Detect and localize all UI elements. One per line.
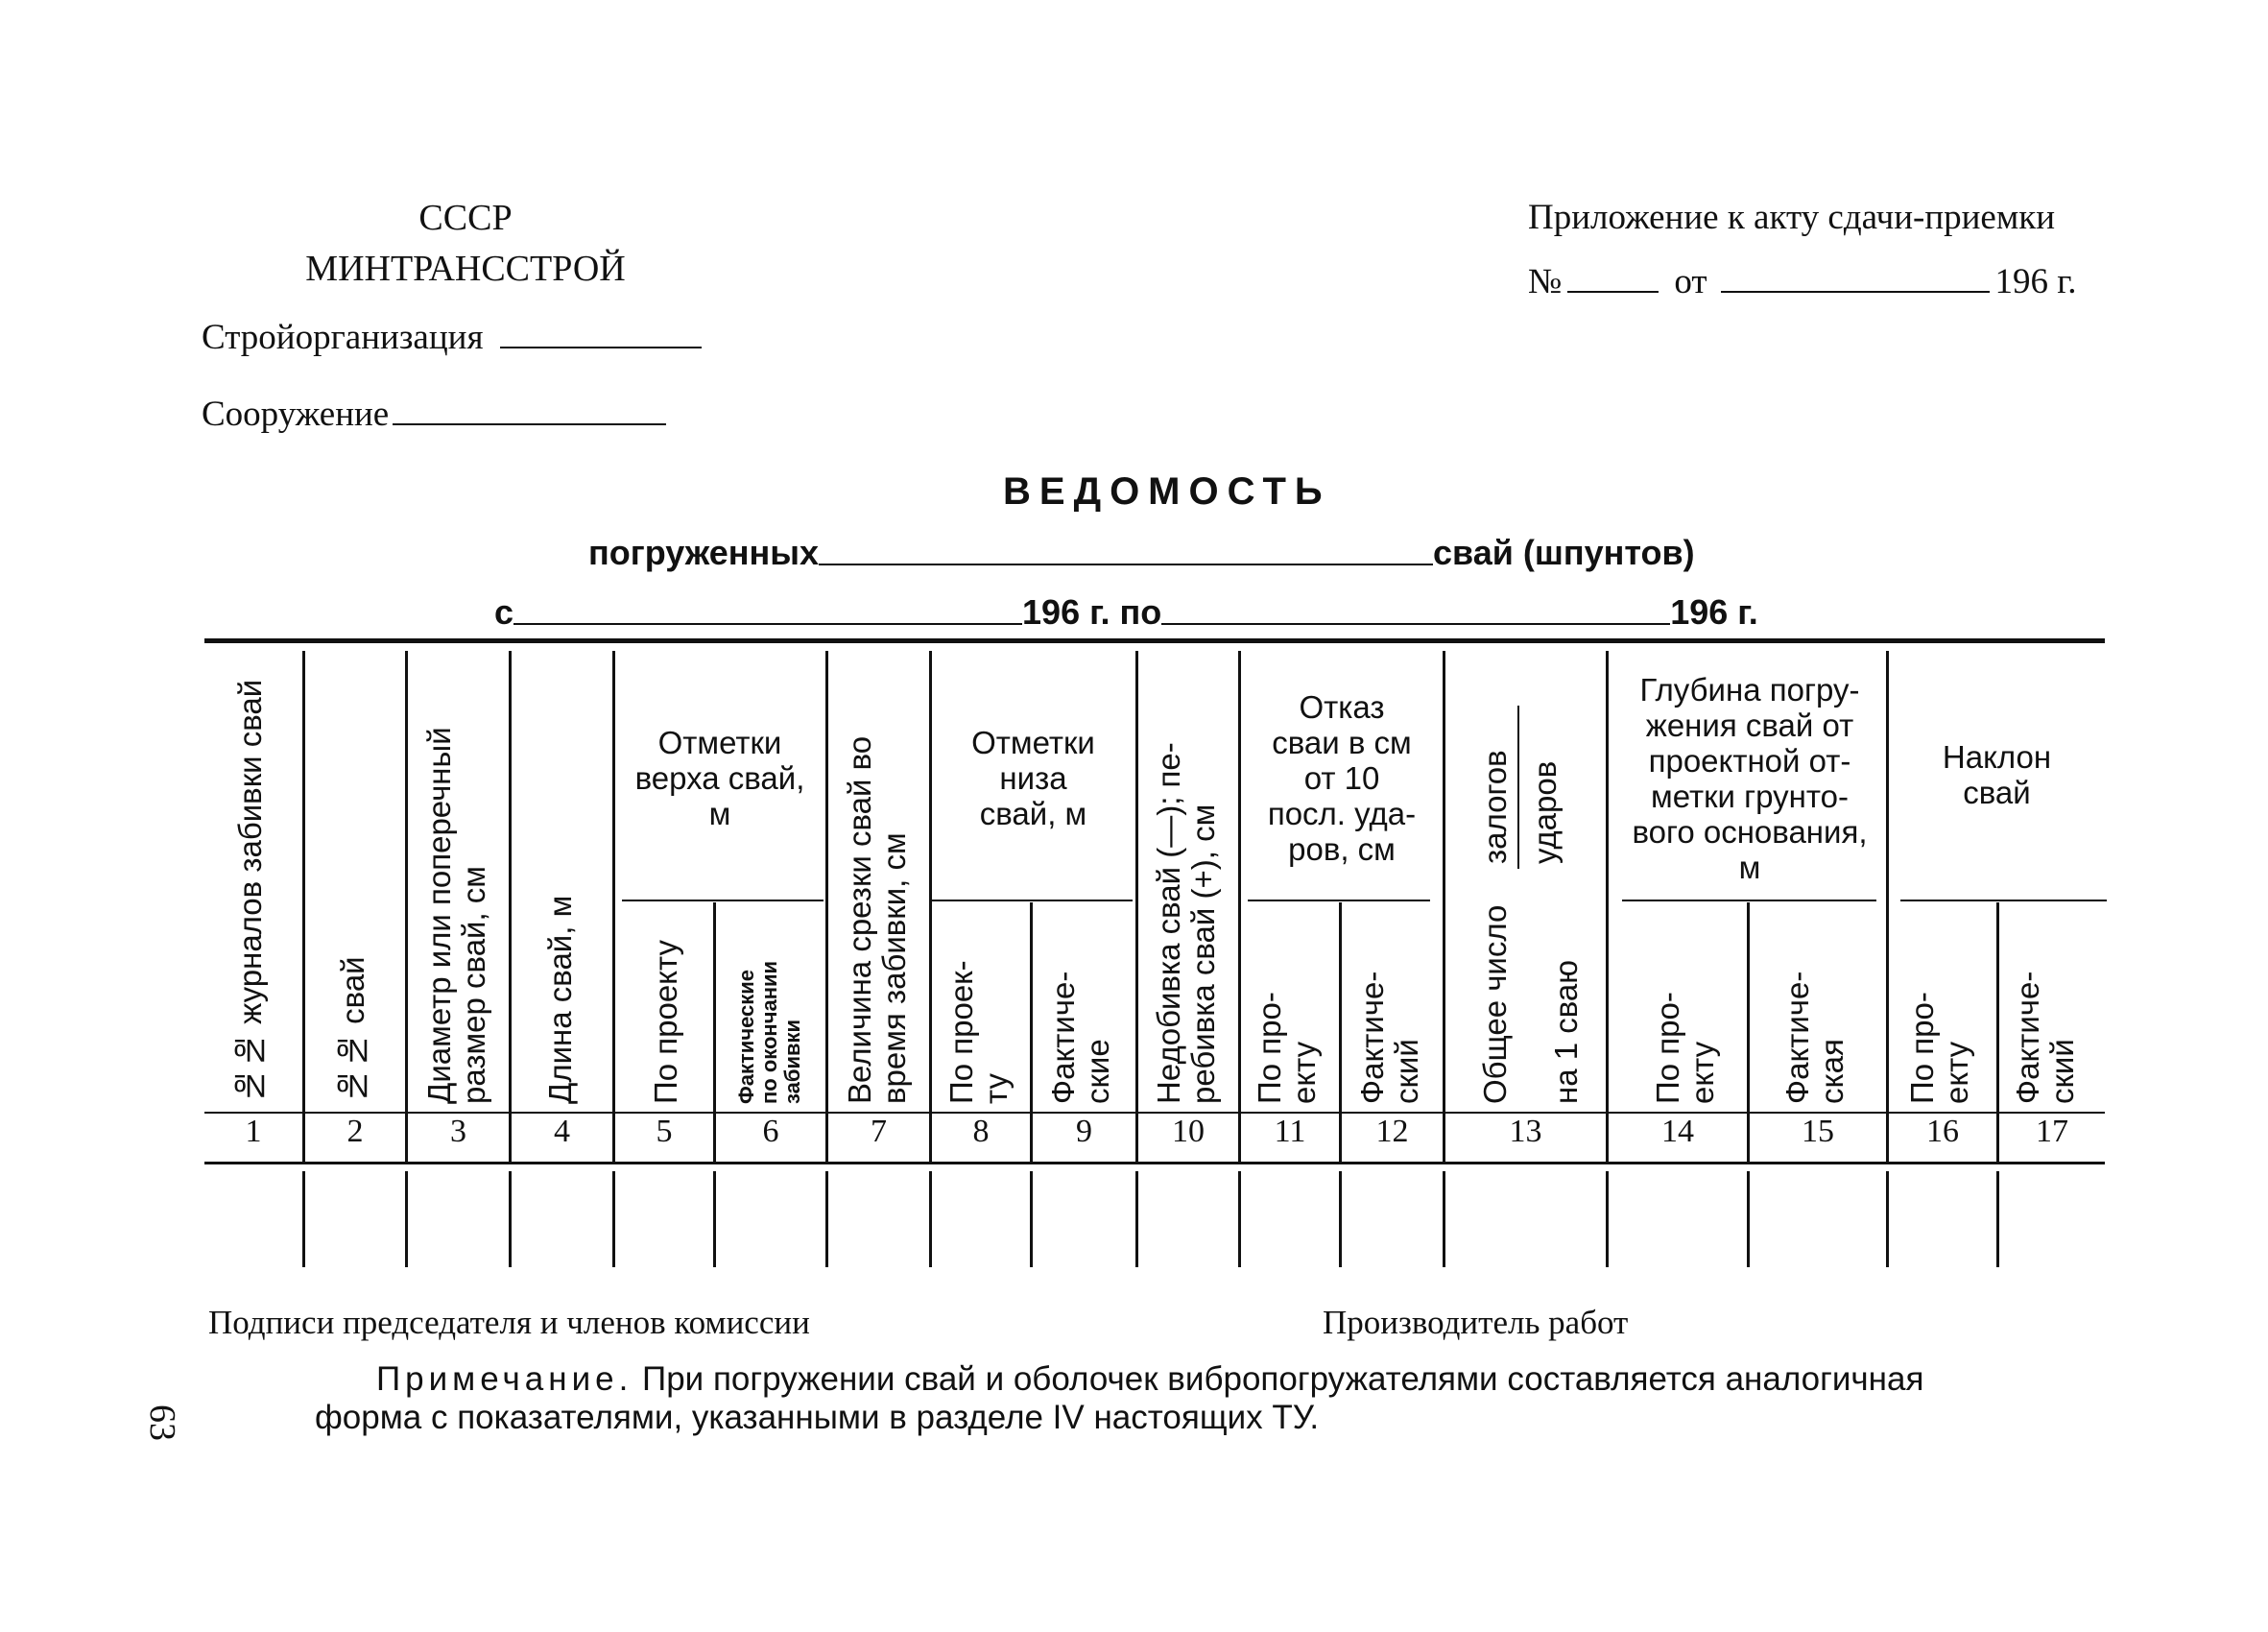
numbers-bottom-rule (204, 1162, 2105, 1164)
row-divider-7 (929, 1171, 932, 1267)
header-depth-actual: Фактиче- ская (1779, 971, 1850, 1104)
header-top-design: По проекту (648, 940, 683, 1104)
row-divider-9 (1135, 1171, 1138, 1267)
builder-label: Стройорганизация (202, 318, 484, 357)
row-divider-15 (1886, 1171, 1889, 1267)
header-length: Длина свай, м (542, 895, 578, 1104)
row-divider-8 (1030, 1171, 1033, 1267)
note-text-1: При погружении свай и оболочек вибропогружателями составляется аналогичная (642, 1360, 1924, 1398)
rule-depth (1622, 900, 1876, 901)
header-batches: залогов (1477, 750, 1513, 864)
period-end-blank (1161, 623, 1670, 625)
title-line-period (494, 592, 1758, 633)
header-blows: ударов (1527, 760, 1563, 864)
rule-incline (1900, 900, 2107, 901)
builder-line (202, 317, 702, 358)
header-bottom-design: По проек- ту (943, 960, 1014, 1104)
row-divider-14 (1747, 1171, 1750, 1267)
col-number-5: 5 (656, 1114, 673, 1149)
row-divider-12 (1443, 1171, 1445, 1267)
pile-type-blank (819, 564, 1433, 565)
header-incline-design: По про- екту (1904, 992, 1974, 1104)
header-underdrive: Недобивка свай (—); пе- ребивка свай (+), см (1151, 742, 1221, 1104)
col-number-10: 10 (1172, 1114, 1205, 1149)
row-divider-5 (713, 1171, 716, 1267)
period-year2: 196 г. (1670, 592, 1758, 632)
header-top-actual: Фактические по окончании забивки (734, 960, 804, 1104)
col-number-11: 11 (1274, 1114, 1306, 1149)
header-bottom-marks: Отметки низа свай, м (971, 725, 1095, 831)
header-diameter: Диаметр или поперечный размер свай, см (421, 727, 491, 1104)
page-number: 63 (142, 1404, 182, 1441)
row-divider-2 (405, 1171, 408, 1267)
header-cutoff: Величина срезки свай во время забивки, см (842, 735, 912, 1104)
header-incline-actual: Фактиче- ский (2010, 971, 2080, 1104)
col-number-12: 12 (1375, 1114, 1409, 1149)
header-pile-numbers: №№ свай (335, 956, 370, 1104)
header-total-count: Общее число (1477, 904, 1513, 1104)
col-number-6: 6 (762, 1114, 779, 1149)
appendix-year: 196 г. (1994, 262, 2077, 301)
note-line-2: форма с показателями, указанными в разделе IV настоящих ТУ. (315, 1399, 1320, 1436)
col-divider-6 (825, 651, 828, 1164)
foreman-label: Производитель работ (1323, 1304, 1629, 1341)
header-refusal-actual: Фактиче- ский (1354, 971, 1424, 1104)
row-divider-1 (302, 1171, 305, 1267)
header-refusal-design: По про- екту (1252, 992, 1322, 1104)
period-year1: 196 г. по (1022, 592, 1162, 632)
period-start-blank (513, 623, 1022, 625)
col-divider-9 (1135, 651, 1138, 1164)
col-number-13: 13 (1509, 1114, 1542, 1149)
header-log-numbers: №№ журналов забивки свай (232, 679, 268, 1104)
col-number-2: 2 (346, 1114, 364, 1149)
col-number-7: 7 (871, 1114, 887, 1149)
header-per-pile: на 1 сваю (1548, 959, 1584, 1104)
col-divider-1 (302, 651, 305, 1164)
header-depth: Глубина погру- жения свай от проектной от- метки грунто- вого основания, м (1632, 672, 1868, 885)
row-divider-3 (509, 1171, 512, 1267)
header-depth-design: По про- екту (1650, 992, 1720, 1104)
col-divider-2 (405, 651, 408, 1164)
rule-bottom-marks (931, 900, 1133, 901)
col-divider-13 (1606, 651, 1609, 1164)
header-incline: Наклон свай (1942, 739, 2052, 810)
structure-blank (393, 423, 666, 425)
appendix-date-blank (1721, 291, 1990, 293)
period-from-label: с (494, 592, 514, 632)
col-divider-3 (509, 651, 512, 1164)
builder-blank (500, 347, 702, 348)
row-divider-13 (1606, 1171, 1609, 1267)
appendix-number-line (1528, 261, 2077, 302)
rule-refusal (1248, 900, 1430, 901)
signatures-label: Подписи председателя и членов комиссии (208, 1304, 810, 1341)
org-country: СССР (418, 198, 513, 238)
appendix-no-label: № (1528, 262, 1563, 301)
document-title: ВЕДОМОСТЬ (1003, 470, 1331, 513)
col-number-15: 15 (1802, 1114, 1834, 1149)
header-top-marks: Отметки верха свай, м (634, 725, 805, 831)
org-ministry: МИНТРАНССТРОЙ (305, 249, 626, 289)
appendix-no-blank (1567, 291, 1659, 293)
col-number-14: 14 (1661, 1114, 1694, 1149)
row-divider-10 (1238, 1171, 1241, 1267)
title-submerged: погруженных (588, 533, 820, 572)
row-divider-16 (1996, 1171, 1999, 1267)
title-piles: свай (шпунтов) (1433, 533, 1695, 572)
col-number-1: 1 (245, 1114, 262, 1149)
col-number-16: 16 (1926, 1114, 1959, 1149)
col-number-9: 9 (1076, 1114, 1092, 1149)
fraction-bar (1517, 706, 1519, 869)
appendix-from-label: от (1674, 262, 1707, 301)
note-label: Примечание. (376, 1360, 633, 1398)
col-number-3: 3 (450, 1114, 466, 1149)
col-number-8: 8 (972, 1114, 990, 1149)
structure-line (202, 394, 666, 435)
header-refusal: Отказ сваи в см от 10 посл. уда- ров, см (1267, 689, 1417, 867)
row-divider-6 (825, 1171, 828, 1267)
appendix-title: Приложение к акту сдачи-приемки (1528, 198, 2056, 237)
note-line-1 (376, 1361, 1923, 1398)
row-divider-4 (612, 1171, 615, 1267)
table-top-border (204, 638, 2105, 643)
col-number-17: 17 (2036, 1114, 2068, 1149)
title-line-piles (588, 533, 1695, 573)
col-divider-12 (1443, 651, 1445, 1164)
row-divider-11 (1339, 1171, 1342, 1267)
structure-label: Сооружение (202, 395, 390, 434)
col-number-4: 4 (554, 1114, 570, 1149)
rule-top-marks (622, 900, 824, 901)
header-bottom-actual: Фактиче- ские (1045, 971, 1115, 1104)
